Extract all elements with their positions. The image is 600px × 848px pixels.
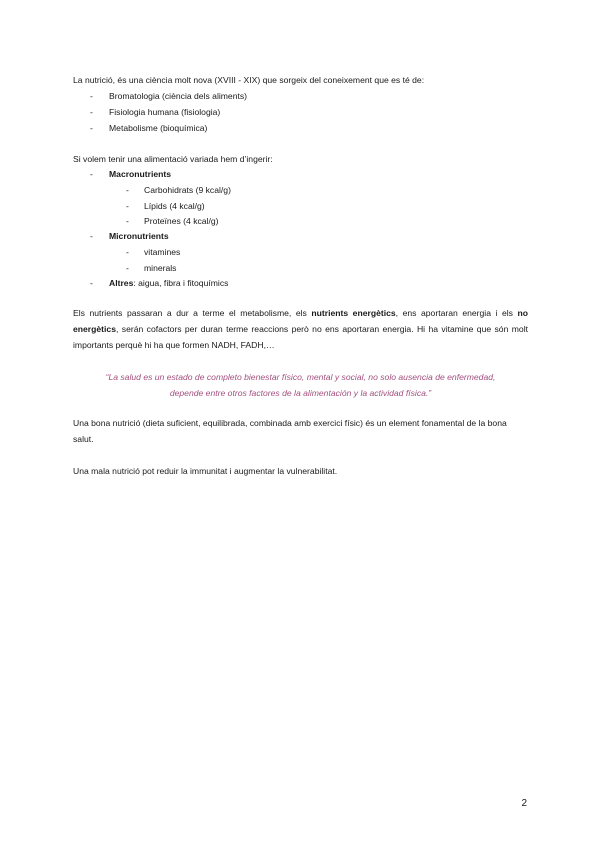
list-item-label: Micronutrients bbox=[109, 231, 169, 241]
list-item-label: Altres bbox=[109, 278, 134, 288]
list-item-rest: : aigua, fibra i fitoquímics bbox=[133, 278, 229, 288]
bullet-dash: - bbox=[126, 263, 129, 273]
sub-list-item-text: Carbohidrats (9 kcal/g) bbox=[144, 185, 231, 195]
sub-list-item bbox=[126, 182, 231, 198]
bullet-dash: - bbox=[90, 123, 93, 133]
sub-list-item bbox=[126, 213, 219, 229]
list-item-micronutrients bbox=[90, 228, 169, 244]
list-item-text: Bromatologia (ciència dels aliments) bbox=[109, 91, 248, 101]
intro-paragraph: La nutrició, és una ciència molt nova (XVIII - XIX) que sorgeix del coneixement que es té de: bbox=[73, 75, 425, 85]
quote-line: depende entre otros factores de la alimentación y la actividad física.” bbox=[169, 388, 432, 398]
bullet-dash: - bbox=[126, 201, 129, 211]
page-number: 2 bbox=[521, 798, 527, 809]
list-item bbox=[90, 104, 220, 120]
bad-nutrition-paragraph: Una mala nutrició pot reduir la immunitat i augmentar la vulnerabilitat. bbox=[73, 466, 338, 476]
emphasis-text: no energètics bbox=[73, 308, 529, 334]
sub-list-item bbox=[126, 260, 176, 276]
list-item-text: Fisiologia humana (fisiologia) bbox=[109, 107, 221, 117]
nutrients-paragraph bbox=[73, 305, 528, 353]
emphasis-text: nutrients energètics bbox=[311, 308, 396, 318]
list-item-text: Metabolisme (bioquímica) bbox=[109, 123, 208, 133]
sub-list-item-text: vitamines bbox=[144, 247, 181, 257]
paragraph-text: , ens aportaran energia i els bbox=[395, 308, 518, 318]
sub-list-item bbox=[126, 244, 180, 260]
sub-list-item-text: Proteïnes (4 kcal/g) bbox=[144, 216, 219, 226]
paragraph-text: Els nutrients passaran a dur a terme el metabolisme, els bbox=[73, 308, 312, 318]
varied-diet-paragraph: Si volem tenir una alimentació variada hem d’ingerir: bbox=[73, 154, 273, 164]
bullet-dash: - bbox=[90, 107, 93, 117]
bullet-dash: - bbox=[90, 278, 93, 288]
sub-list-item bbox=[126, 198, 205, 214]
bullet-dash: - bbox=[126, 247, 129, 257]
list-item-macronutrients bbox=[90, 166, 171, 182]
list-item bbox=[90, 120, 207, 136]
list-item-text bbox=[109, 275, 228, 291]
bullet-dash: - bbox=[126, 216, 129, 226]
list-item-label: Macronutrients bbox=[109, 169, 172, 179]
bullet-dash: - bbox=[90, 231, 93, 241]
bullet-dash: - bbox=[90, 169, 93, 179]
sub-list-item-text: Lípids (4 kcal/g) bbox=[144, 201, 205, 211]
list-item-others bbox=[90, 275, 228, 291]
sub-list-item-text: minerals bbox=[144, 263, 177, 273]
good-nutrition-paragraph: Una bona nutrició (dieta suficient, equilibrada, combinada amb exercici físic) és un element fonamental de la bona salut. bbox=[73, 418, 507, 444]
bullet-dash: - bbox=[90, 91, 93, 101]
quote bbox=[73, 369, 528, 401]
list-item bbox=[90, 88, 247, 104]
quote-line: “La salud es un estado de completo bienestar físico, mental y social, no solo ausencia de enfermedad, bbox=[105, 372, 496, 382]
bullet-dash: - bbox=[126, 185, 129, 195]
paragraph-text: , serán cofactors per duran terme reaccions però no ens aportaran energia. Hi ha vitamine que són molt importants perquè hi ha que formen NADH, FADH,… bbox=[73, 324, 528, 350]
